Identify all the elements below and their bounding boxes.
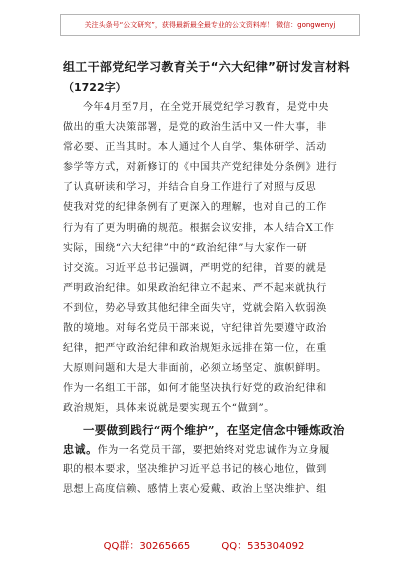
body-line: 参学等方式，对新修订的《中国共产党纪律处分条例》进行	[63, 162, 338, 174]
section-heading: 一要做到践行“两个维护”，在坚定信念中锤炼政治	[83, 422, 345, 437]
section-first-line	[63, 440, 353, 460]
body-line: 不到位，势必导致其他纪律全面失守，党就会陷入软弱涣	[63, 302, 327, 314]
document-body	[63, 98, 353, 500]
footer-qq-group: QQ群：30265665	[103, 541, 191, 552]
section-line-rest: 作为一名党员干部，要把始终对党忠诚作为立身履	[97, 444, 330, 456]
page-footer	[0, 537, 408, 552]
body-line: 讨交流。习近平总书记强调，严明党的纪律，首要的就是	[63, 262, 327, 274]
body-line: 严明政治纪律。如果政治纪律立不起来、严不起来就执行	[63, 282, 327, 294]
section-heading-tail: 忠诚。	[63, 442, 98, 456]
body-line: 政治规矩，具体来说就是要实现五个“做到”。	[63, 403, 275, 415]
body-line: 实际，围绕“六大纪律”中的“政治纪律”与大家作一研	[63, 242, 308, 254]
footer-qq: QQ：535304092	[221, 541, 305, 552]
document-title: 组工干部党纪学习教育关于“六大纪律”研讨发言材料	[63, 60, 350, 74]
body-line: 常必要、正当其时。本人通过个人自学、集体研学、活动	[63, 142, 327, 154]
body-line: 做出的重大决策部署，是党的政治生活中又一件大事，非	[63, 122, 327, 134]
body-line: 了认真研读和学习，并结合自身工作进行了对照与反思	[63, 182, 317, 194]
body-line: 纪律，把严守政治纪律和政治规矩永远排在第一位，在重	[63, 343, 327, 355]
body-line: 大原则问题和大是大非面前，必须立场坚定、旗帜鲜明。	[63, 363, 327, 375]
body-line: 行为有了更为明确的规范。根据会议安排，本人结合X工作	[63, 222, 335, 234]
body-line: 职的根本要求，坚决维护习近平总书记的核心地位，做到	[63, 463, 327, 475]
body-line: 使我对党的纪律条例有了更深入的理解，也对自己的工作	[63, 202, 327, 214]
body-line: 思想上高度信赖、感情上衷心爱戴、政治上坚决维护、组	[63, 483, 327, 495]
body-line: 散的境地。对每名党员干部来说，守纪律首先要遵守政治	[63, 323, 327, 335]
promo-banner: 关注头条号“公文研究”，获得最新最全最专业的公文资料库！ 微信：gongwenyj	[60, 14, 360, 36]
body-line: 作为一名组工干部，如何才能坚决执行好党的政治纪律和	[63, 383, 327, 395]
word-count: （1722字）	[63, 81, 127, 94]
body-line: 今年4月至7月，在全党开展党纪学习教育，是党中央	[83, 102, 329, 113]
